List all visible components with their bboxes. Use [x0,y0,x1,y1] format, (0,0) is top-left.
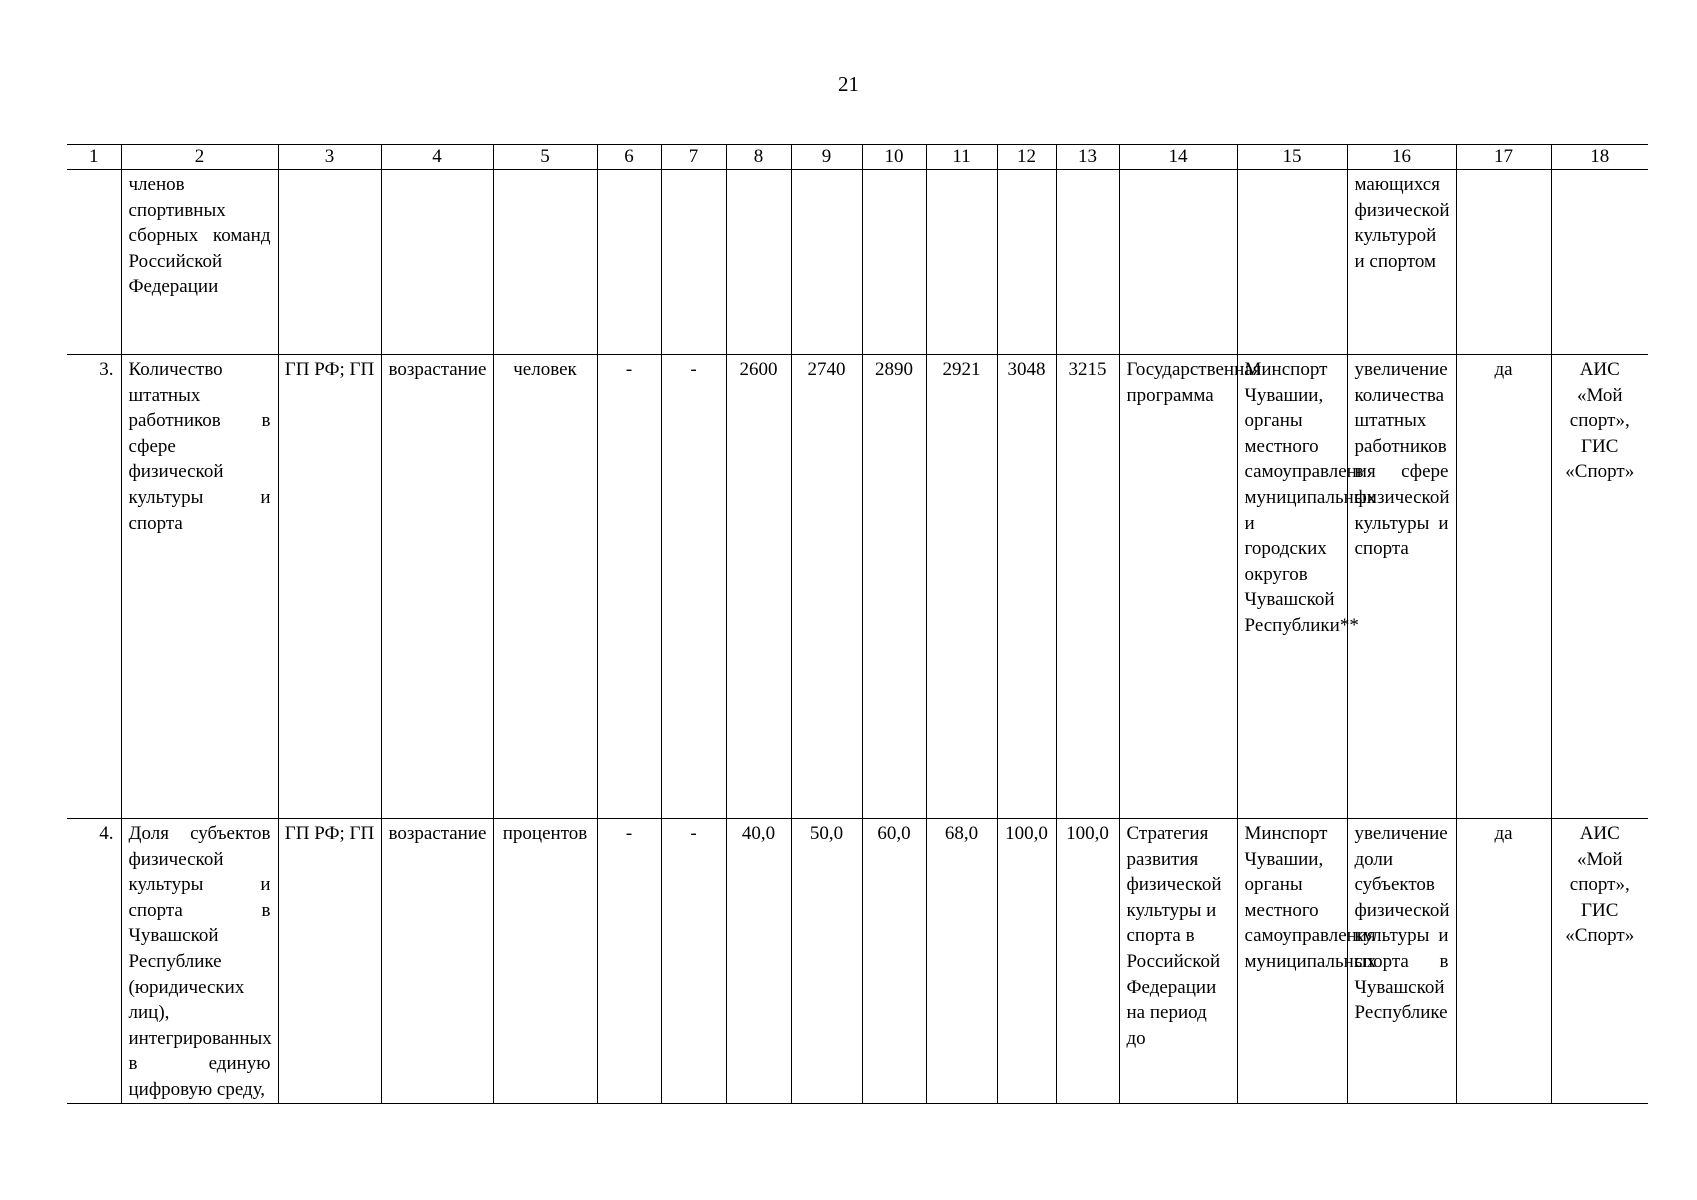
result-cell: мающихся физической культурой и спортом [1347,170,1456,355]
table-cell [67,170,121,355]
table-cell [1119,170,1237,355]
flag-cell: да [1456,355,1551,819]
flag-cell: да [1456,819,1551,1104]
table-cell [1456,170,1551,355]
indicator-name-cell: Количество штатных работников в сфере физической культуры и спорта [121,355,278,819]
row-number-cell: 3. [67,355,121,819]
header-cell: 4 [381,145,493,170]
header-cell: 5 [493,145,597,170]
value-cell: - [661,819,726,1104]
header-cell: 16 [1347,145,1456,170]
header-cell: 15 [1237,145,1347,170]
value-cell: 3048 [997,355,1056,819]
table-cell [1056,170,1119,355]
row-number-cell: 4. [67,819,121,1104]
value-cell: 40,0 [726,819,791,1104]
header-cell: 13 [1056,145,1119,170]
value-cell: 60,0 [862,819,926,1104]
header-cell: 12 [997,145,1056,170]
value-cell: 3215 [1056,355,1119,819]
header-cell: 7 [661,145,726,170]
header-cell: 18 [1551,145,1648,170]
value-cell: 2600 [726,355,791,819]
header-cell: 10 [862,145,926,170]
table-row-3 [67,355,1648,819]
header-cell: 14 [1119,145,1237,170]
table-cell [661,170,726,355]
document-cell: Стратегия развития физической культуры и спорта в Российской Федерации на период до [1119,819,1237,1104]
unit-cell: человек [493,355,597,819]
table-cell [381,170,493,355]
result-cell: увеличение доли субъектов физической культуры и спорта в Чувашской Республике [1347,819,1456,1104]
level-cell: ГП РФ; ГП [278,819,381,1104]
header-cell: 1 [67,145,121,170]
indicator-name-cell: членов спортивных сборных команд Российской Федерации [121,170,278,355]
header-cell: 17 [1456,145,1551,170]
table-row-4 [67,819,1648,1104]
indicators-table [67,144,1648,1104]
responsible-cell: Минспорт Чувашии, органы местного самоуправления муниципальных и городских округов Чувашской Республики** [1237,355,1347,819]
trend-cell: возрастание [381,355,493,819]
table-cell [1237,170,1347,355]
value-cell: 2921 [926,355,997,819]
value-cell: 2890 [862,355,926,819]
value-cell: 68,0 [926,819,997,1104]
header-cell: 2 [121,145,278,170]
header-cell: 6 [597,145,661,170]
table-cell [597,170,661,355]
value-cell: 50,0 [791,819,862,1104]
table-cell [791,170,862,355]
info-system-cell: АИС «Мой спорт», ГИС «Спорт» [1551,355,1648,819]
document-cell: Государственная программа [1119,355,1237,819]
table-cell [862,170,926,355]
header-cell: 3 [278,145,381,170]
unit-cell: процентов [493,819,597,1104]
level-cell: ГП РФ; ГП [278,355,381,819]
table-cell [278,170,381,355]
value-cell: - [661,355,726,819]
value-cell: 100,0 [1056,819,1119,1104]
header-cell: 8 [726,145,791,170]
trend-cell: возрастание [381,819,493,1104]
value-cell: - [597,355,661,819]
table-cell [493,170,597,355]
header-cell: 11 [926,145,997,170]
responsible-cell: Минспорт Чувашии, органы местного самоуправления муниципальных [1237,819,1347,1104]
table-row-continued [67,170,1648,355]
page-number: 21 [838,72,859,96]
table-cell [926,170,997,355]
table-cell [1551,170,1648,355]
value-cell: 2740 [791,355,862,819]
value-cell: - [597,819,661,1104]
indicator-name-cell: Доля субъектов физической культуры и спорта в Чувашской Республике (юридических лиц), интегрированных в единую цифровую среду, [121,819,278,1104]
table-cell [997,170,1056,355]
column-number-row [67,145,1648,170]
value-cell: 100,0 [997,819,1056,1104]
table-cell [726,170,791,355]
info-system-cell: АИС «Мой спорт», ГИС «Спорт» [1551,819,1648,1104]
result-cell: увеличение количества штатных работников в сфере физической культуры и спорта [1347,355,1456,819]
header-cell: 9 [791,145,862,170]
